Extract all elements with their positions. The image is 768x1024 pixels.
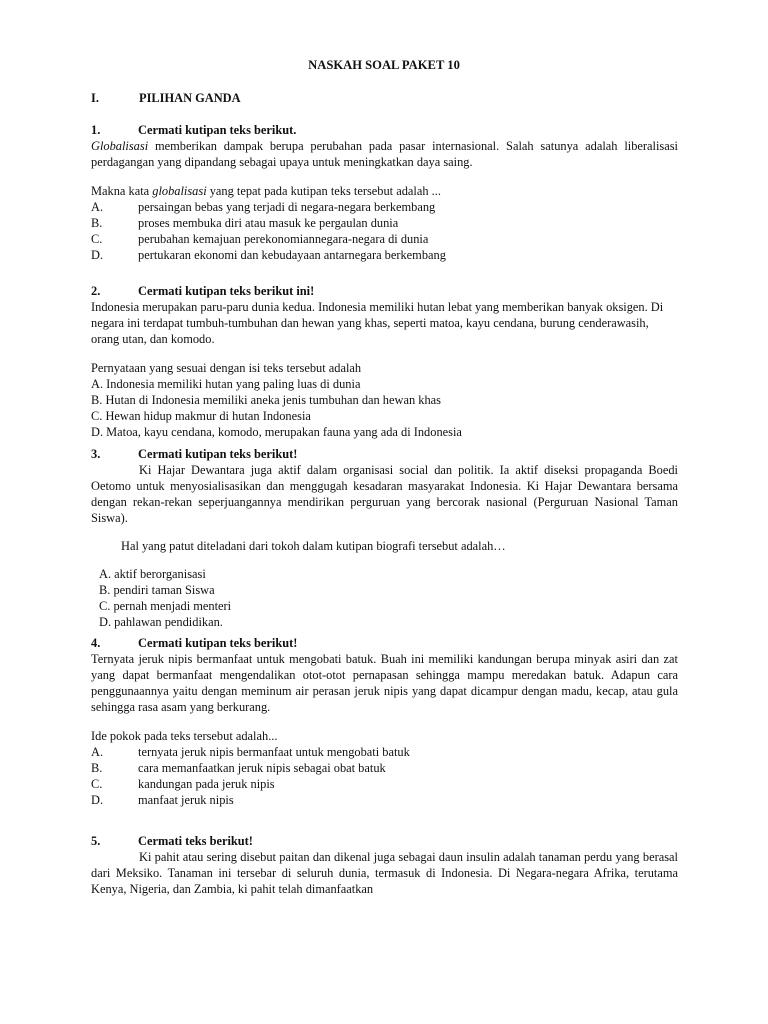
question-3 xyxy=(91,446,678,630)
answer-option-b[interactable]: B. Hutan di Indonesia memiliki aneka jenis tumbuhan dan hewan khas xyxy=(91,393,441,407)
option-letter: A. xyxy=(91,200,104,214)
question-1-stem xyxy=(91,183,678,199)
question-instruction: Cermati kutipan teks berikut! xyxy=(138,447,298,461)
option-text: ternyata jeruk nipis bermanfaat untuk mengobati batuk xyxy=(138,745,410,759)
answer-option-a[interactable] xyxy=(91,199,678,215)
question-4-passage: Ternyata jeruk nipis bermanfaat untuk mengobati batuk. Buah ini memiliki kandungan berupa minyak asiri dan zat yang dapat bermanfaat mengendalikan otot-otot pernapasan sehingga mampu meredakan batuk. Adapun cara penggunaannya yaitu dengan meminum air perasan jeruk nipis yang dapat dicampur dengan madu, kecap, atau gula sehingga rasa asam yang berkurang. xyxy=(91,652,678,714)
answer-option-d[interactable]: D. Matoa, kayu cendana, komodo, merupakan fauna yang ada di Indonesia xyxy=(91,425,462,439)
question-2-passage: Indonesia merupakan paru-paru dunia kedua. Indonesia memiliki hutan lebat yang memberikan banyak oksigen. Di negara ini terdapat tumbuh-tumbuhan dan hewan yang khas, seperti matoa, kayu cendana, burung cenderawasih, orang utan, dan komodo. xyxy=(91,300,664,346)
option-text: perubahan kemajuan perekonomiannegara-negara di dunia xyxy=(138,232,429,246)
question-2-stem: Pernyataan yang sesuai dengan isi teks tersebut adalah xyxy=(91,361,362,375)
answer-option-c[interactable]: C. Hewan hidup makmur di hutan Indonesia xyxy=(91,409,311,423)
option-text: proses membuka diri atau masuk ke pergaulan dunia xyxy=(138,216,399,230)
option-letter: D. xyxy=(91,793,104,807)
option-letter: D. xyxy=(91,248,104,262)
question-instruction: Cermati kutipan teks berikut ini! xyxy=(138,284,315,298)
question-3-stem: Hal yang patut diteladani dari tokoh dalam kutipan biografi tersebut adalah… xyxy=(121,539,506,553)
question-4-heading xyxy=(91,635,678,651)
question-1-heading xyxy=(91,122,678,138)
question-instruction: Cermati kutipan teks berikut. xyxy=(138,123,297,137)
answer-option-a[interactable]: A. aktif berorganisasi xyxy=(99,567,206,581)
option-letter: C. xyxy=(91,232,103,246)
answer-option-a[interactable]: A. Indonesia memiliki hutan yang paling luas di dunia xyxy=(91,377,361,391)
question-number: 1. xyxy=(91,123,101,137)
answer-option-d[interactable] xyxy=(91,792,678,808)
answer-option-c[interactable]: C. pernah menjadi menteri xyxy=(99,599,232,613)
answer-option-d[interactable]: D. pahlawan pendidikan. xyxy=(99,615,223,629)
question-2-heading xyxy=(91,283,678,299)
question-number: 2. xyxy=(91,284,101,298)
question-number: 4. xyxy=(91,636,101,650)
emphasized-term: Globalisasi xyxy=(91,139,149,153)
option-text: cara memanfaatkan jeruk nipis sebagai obat batuk xyxy=(138,761,386,775)
question-2 xyxy=(91,283,678,440)
question-instruction: Cermati teks berikut! xyxy=(138,834,253,848)
option-letter: A. xyxy=(91,745,104,759)
option-letter: B. xyxy=(91,216,103,230)
answer-option-a[interactable] xyxy=(91,744,678,760)
stem-text: yang tepat pada kutipan teks tersebut adalah ... xyxy=(206,184,441,198)
question-1-passage xyxy=(91,138,678,170)
question-3-passage: Ki Hajar Dewantara juga aktif dalam organisasi social dan politik. Ia aktif diseksi propaganda Boedi Oetomo untuk menyosialisasikan dan menggugah kesadaran masyarakat Indonesia. Ki Hajar Dewantara bersama dengan rekan-rekan seperjuangannya mendirikan perguruan yang bercorak nasional (Perguruan Nasional Taman Siswa). xyxy=(91,463,678,525)
passage-text: memberikan dampak berupa perubahan pada pasar internasional. Salah satunya adalah liberalisasi perdagangan yang dipandang sebagai upaya untuk meningkatkan daya saing. xyxy=(91,139,678,169)
page-title: NASKAH SOAL PAKET 10 xyxy=(308,58,460,72)
section-title: PILIHAN GANDA xyxy=(139,91,241,105)
option-letter: B. xyxy=(91,761,103,775)
question-4 xyxy=(91,635,678,808)
emphasized-term: globalisasi xyxy=(152,184,207,198)
question-5-passage: Ki pahit atau sering disebut paitan dan dikenal juga sebagai daun insulin adalah tanaman perdu yang berasal dari Meksiko. Tanaman ini tersebar di seluruh dunia, termasuk di Indonesia. Di Negara-negara Afrika, terutama Kenya, Nigeria, dan Zambia, ki pahit telah dimanfaatkan xyxy=(91,850,678,896)
section-heading xyxy=(91,90,241,106)
section-number: I. xyxy=(91,91,99,105)
answer-option-d[interactable] xyxy=(91,247,678,263)
option-text: pertukaran ekonomi dan kebudayaan antarnegara berkembang xyxy=(138,248,446,262)
answer-option-b[interactable] xyxy=(91,215,678,231)
question-3-heading xyxy=(91,446,678,462)
question-1 xyxy=(91,122,678,263)
answer-option-c[interactable] xyxy=(91,231,678,247)
option-text: persaingan bebas yang terjadi di negara-negara berkembang xyxy=(138,200,436,214)
question-number: 3. xyxy=(91,447,101,461)
answer-option-c[interactable] xyxy=(91,776,678,792)
option-text: kandungan pada jeruk nipis xyxy=(138,777,275,791)
question-5 xyxy=(91,833,678,897)
question-4-stem: Ide pokok pada teks tersebut adalah... xyxy=(91,729,278,743)
answer-option-b[interactable]: B. pendiri taman Siswa xyxy=(99,583,215,597)
question-number: 5. xyxy=(91,834,101,848)
stem-text: Makna kata xyxy=(91,184,153,198)
answer-option-b[interactable] xyxy=(91,760,678,776)
question-instruction: Cermati kutipan teks berikut! xyxy=(138,636,298,650)
question-5-heading xyxy=(91,833,678,849)
option-letter: C. xyxy=(91,777,103,791)
option-text: manfaat jeruk nipis xyxy=(138,793,234,807)
